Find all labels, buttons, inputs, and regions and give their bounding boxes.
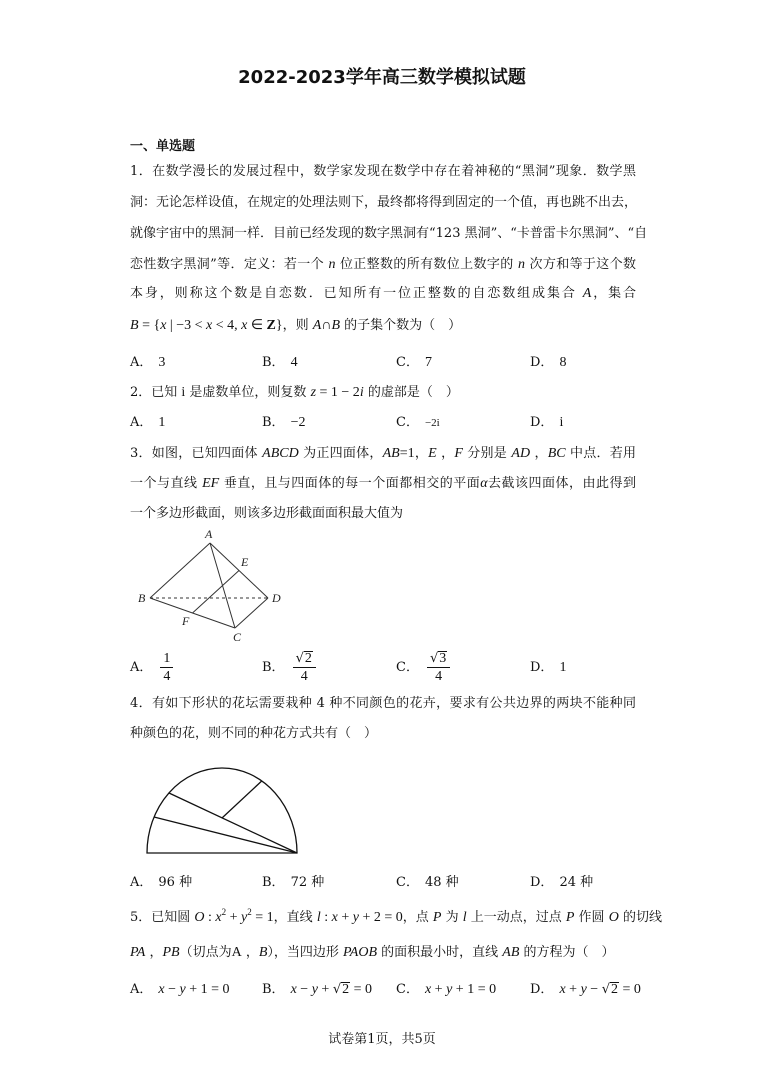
math-italic: n — [328, 257, 336, 272]
math-italic: B — [258, 945, 268, 960]
math-italic: F — [454, 446, 463, 461]
math-roman: ∩ — [321, 318, 332, 333]
math-roman: 8 — [559, 355, 567, 370]
option-c — [396, 873, 459, 893]
text-run: ， — [414, 446, 429, 461]
exam-title: 2022-2023学年高三数学模拟试题 — [238, 67, 526, 88]
option-a — [130, 353, 165, 373]
math-roman: − — [586, 982, 602, 997]
math-roman: −2 — [290, 415, 306, 430]
math-roman: + — [337, 910, 353, 925]
text-run: 的面积最小时，直线 — [377, 945, 503, 960]
math-roman: + — [431, 982, 447, 997]
text-run: ，直线 — [273, 910, 317, 925]
math-italic: y — [311, 982, 318, 997]
text-run: 24 种 — [559, 875, 594, 890]
divider-line-2 — [169, 793, 297, 853]
math-italic: l — [462, 910, 467, 925]
answer-options — [0, 413, 764, 433]
math-italic: x — [559, 982, 566, 997]
text-run: ），当四边形 — [267, 945, 344, 960]
radical-sign: √ — [429, 651, 439, 666]
fraction-numerator — [427, 651, 450, 668]
text-run: ， — [530, 446, 548, 461]
option-value — [291, 415, 306, 430]
math-italic: x — [215, 910, 222, 925]
answer-options — [0, 651, 764, 685]
math-italic: x — [158, 982, 165, 997]
option-label: C． — [396, 660, 419, 675]
radicand: 3 — [439, 651, 447, 666]
math-roman: + 1 = 0 — [452, 982, 497, 997]
math-roman: + — [565, 982, 581, 997]
option-label: A． — [130, 982, 153, 997]
question-stem-line — [130, 474, 636, 494]
radical-sign: √ — [601, 982, 610, 997]
text-run: 48 种 — [424, 875, 459, 890]
square-root — [430, 651, 447, 666]
question-stem-line — [130, 444, 636, 464]
text-run: 的切线 — [618, 910, 662, 925]
option-a — [130, 413, 165, 433]
option-value — [425, 982, 496, 997]
semicircle-outline — [147, 768, 297, 853]
edge-cd — [235, 598, 268, 628]
point-label-e: E — [241, 555, 249, 569]
option-value — [158, 415, 165, 430]
text-run: 上一动点，过点 — [466, 910, 566, 925]
option-value — [158, 875, 192, 890]
option-d — [530, 980, 641, 1000]
option-label: B． — [262, 415, 285, 430]
option-label: C． — [396, 982, 419, 997]
fraction-numerator — [293, 651, 316, 668]
math-roman: < 4, — [212, 318, 242, 333]
text-run: ，点 — [402, 910, 433, 925]
math-italic: EF — [202, 476, 220, 491]
math-italic: l — [316, 910, 321, 925]
question-stem-line — [130, 162, 636, 182]
text-run: 次方和等于这个数 — [525, 257, 636, 272]
divider-line-3 — [222, 781, 262, 818]
math-roman: 1 — [163, 651, 171, 666]
math-italic: A — [312, 318, 322, 333]
radical-sign: √ — [295, 651, 304, 666]
question-stem-line — [130, 383, 636, 403]
math-italic: z — [310, 385, 317, 400]
fraction-denominator — [293, 668, 316, 684]
math-roman: =1 — [399, 446, 415, 461]
option-label: C． — [396, 875, 419, 890]
math-roman: = 0 — [350, 982, 373, 997]
text-run: 的方程为（ ） — [519, 945, 615, 960]
math-roman: 3 — [158, 355, 166, 370]
vertex-label-c: C — [233, 630, 242, 644]
square-root — [602, 980, 619, 1000]
math-roman: + — [226, 910, 242, 925]
superscript: 2 — [221, 907, 227, 917]
option-c — [396, 413, 440, 433]
option-label: D． — [530, 415, 554, 430]
option-label: A． — [130, 660, 153, 675]
fraction-denominator — [160, 668, 173, 684]
math-italic: P — [432, 910, 442, 925]
divider-line-1 — [154, 817, 297, 853]
math-roman: = 1 − 2 — [316, 385, 360, 400]
text-run: 的子集个数为（ ） — [340, 318, 462, 333]
text-run: ， — [436, 446, 455, 461]
text-run: 洞：无论怎样设值，在规定的处理法则下，最终都将得到固定的一个值，再也跳不出去， — [130, 195, 638, 210]
math-italic: x — [331, 910, 338, 925]
page-footer: 试卷第1页，共5页 — [328, 1032, 436, 1047]
option-label: B． — [262, 660, 285, 675]
option-c — [396, 980, 496, 1000]
fraction-numerator — [160, 651, 173, 668]
text-run: 种颜色的花，则不同的种花方式共有（ ） — [130, 726, 378, 741]
option-label: B． — [262, 355, 285, 370]
vertex-label-d: D — [272, 591, 281, 605]
option-value — [291, 982, 372, 997]
radicand: 2 — [610, 982, 618, 997]
text-run: 本身，则称这个数是自恋数．已知所有一位正整数的自恋数组成集合 — [130, 286, 583, 301]
text-run: 2．已知 — [130, 385, 182, 400]
question-stem-line — [130, 504, 636, 524]
option-label: B． — [262, 875, 285, 890]
math-italic: y — [241, 910, 248, 925]
answer-options — [0, 353, 764, 373]
question-stem-line — [130, 255, 636, 275]
option-label: D． — [530, 355, 554, 370]
answer-options — [0, 873, 764, 893]
text-run: 3．如图，已知四面体 — [130, 446, 263, 461]
text-run: 为 — [441, 910, 463, 925]
math-small: −2i — [424, 417, 440, 429]
option-value — [425, 415, 440, 430]
text-run: 一个多边形截面，则该多边形截面面积最大值为 — [130, 506, 404, 521]
fraction-denominator — [427, 668, 450, 684]
math-roman: + 1 = 0 — [185, 982, 230, 997]
edge-ab — [150, 543, 210, 598]
text-run: 4．有如下形状的花坛需要栽种 4 种不同颜色的花卉，要求有公共边界的两块不能种同 — [130, 696, 636, 711]
math-roman: 4 — [290, 355, 298, 370]
math-italic: O — [194, 910, 205, 925]
option-label: D． — [530, 875, 554, 890]
vertex-label-b: B — [138, 591, 146, 605]
math-roman: ∈ — [247, 318, 267, 333]
radicand: 2 — [304, 651, 312, 666]
option-a — [130, 873, 192, 893]
question-stem-line — [130, 943, 636, 963]
math-italic: A — [582, 286, 592, 301]
text-run: 分别是 — [462, 446, 512, 461]
option-d — [530, 353, 566, 373]
question-stem-line — [130, 193, 636, 213]
radicand: 2 — [342, 982, 350, 997]
math-roman: i — [181, 385, 186, 400]
math-roman: i — [559, 415, 564, 430]
option-d — [530, 651, 566, 685]
question-stem-line — [130, 724, 636, 744]
text-run: 96 种 — [158, 875, 193, 890]
point-label-f: F — [182, 614, 190, 628]
option-value — [158, 651, 175, 684]
math-bold: Z — [266, 318, 276, 333]
fraction — [427, 651, 450, 684]
option-label: D． — [530, 982, 554, 997]
text-run: 作圆 — [574, 910, 609, 925]
text-run: ， — [145, 945, 163, 960]
math-italic: α — [480, 476, 488, 491]
option-value — [425, 355, 432, 370]
option-value — [425, 875, 459, 890]
math-italic: x — [160, 318, 167, 333]
math-roman: : — [204, 910, 216, 925]
tetrahedron-figure — [130, 525, 290, 650]
option-a — [130, 980, 230, 1000]
math-italic: PAOB — [343, 945, 378, 960]
math-italic: PA — [130, 945, 146, 960]
text-run: ，集合 — [591, 286, 636, 301]
option-value — [291, 355, 298, 370]
math-italic: B — [130, 318, 139, 333]
question-stem-line — [130, 284, 636, 304]
fraction — [293, 651, 316, 684]
option-b — [262, 413, 305, 433]
math-roman: 7 — [424, 355, 432, 370]
option-b — [262, 353, 298, 373]
radical-sign: √ — [332, 982, 342, 997]
option-value — [158, 982, 229, 997]
math-roman: } — [275, 318, 283, 333]
math-roman: − — [296, 982, 312, 997]
math-roman: : — [320, 910, 332, 925]
option-value — [158, 355, 165, 370]
math-italic: ABCD — [262, 446, 299, 461]
option-label: D． — [530, 660, 554, 675]
flowerbed-figure — [140, 760, 305, 860]
answer-options — [0, 980, 764, 1000]
option-label: A． — [130, 355, 153, 370]
math-italic: AB — [502, 945, 520, 960]
math-roman: = 0 — [618, 982, 641, 997]
text-run: 72 种 — [290, 875, 325, 890]
option-label: C． — [396, 415, 419, 430]
option-label: C． — [396, 355, 419, 370]
math-italic: i — [359, 385, 364, 400]
option-d — [530, 413, 563, 433]
option-value — [559, 415, 563, 430]
math-italic: x — [241, 318, 248, 333]
math-italic: AB — [382, 446, 400, 461]
math-italic: E — [428, 446, 437, 461]
option-value — [559, 982, 640, 997]
text-run: ，则 — [282, 318, 313, 333]
math-roman: A — [231, 945, 242, 960]
text-run: 去截该四面体，由此得到 — [487, 476, 636, 491]
text-run: 一个与直线 — [130, 476, 203, 491]
math-roman: = { — [138, 318, 161, 333]
question-stem-line — [130, 316, 636, 336]
math-roman: | −3 < — [166, 318, 206, 333]
text-run: 就像宇宙中的黑洞一样．目前已经发现的数字黑洞有“123 黑洞”、“卡普雷卡尔黑洞”、“自 — [130, 226, 648, 241]
text-run: 1．在数学漫长的发展过程中，数学家发现在数学中存在着神秘的“黑洞”现象．数学黑 — [130, 164, 636, 179]
option-value — [425, 651, 452, 684]
section-heading: 一、单选题 — [130, 139, 196, 154]
question-stem-line — [130, 907, 662, 928]
math-italic: y — [179, 982, 186, 997]
fraction — [160, 651, 173, 684]
option-value — [559, 660, 566, 675]
option-label: A． — [130, 415, 153, 430]
text-run: 垂直，且与四面体的每一个面都相交的平面 — [219, 476, 481, 491]
math-italic: AD — [511, 446, 531, 461]
option-label: B． — [262, 982, 285, 997]
math-italic: BC — [547, 446, 566, 461]
superscript: 2 — [247, 907, 252, 917]
segment-ef — [193, 571, 240, 614]
math-roman: 4 — [300, 669, 308, 684]
math-italic: PB — [162, 945, 180, 960]
math-roman: 1 — [158, 415, 166, 430]
text-run: 中点．若用 — [565, 446, 636, 461]
math-roman: = 1 — [251, 910, 274, 925]
math-italic: n — [518, 257, 526, 272]
text-run: 是虚数单位，则复数 — [185, 385, 311, 400]
square-root — [296, 651, 313, 666]
text-run: 的虚部是（ ） — [363, 385, 459, 400]
math-italic: x — [424, 982, 432, 997]
square-root — [333, 980, 350, 1000]
math-italic: O — [608, 910, 619, 925]
option-c — [396, 353, 432, 373]
math-italic: x — [206, 318, 213, 333]
option-a — [130, 651, 175, 685]
math-roman: + 2 = 0 — [358, 910, 403, 925]
option-value — [291, 651, 318, 684]
math-italic: P — [565, 910, 575, 925]
math-roman: + — [317, 982, 333, 997]
vertex-label-a: A — [205, 527, 213, 541]
math-roman: 4 — [163, 669, 171, 684]
math-italic: x — [290, 982, 297, 997]
text-run: 为正四面体， — [298, 446, 383, 461]
option-b — [262, 651, 318, 685]
option-b — [262, 873, 324, 893]
option-label: A． — [130, 875, 153, 890]
math-roman: − — [164, 982, 180, 997]
text-run: ， — [241, 945, 259, 960]
option-c — [396, 651, 452, 685]
option-b — [262, 980, 372, 1000]
math-italic: y — [446, 982, 453, 997]
math-roman: 1 — [559, 660, 567, 675]
text-run: 位正整数的所有数位上数字的 — [335, 257, 519, 272]
math-roman: 4 — [435, 669, 443, 684]
text-run: 5．已知圆 — [130, 910, 195, 925]
option-value — [559, 875, 593, 890]
text-run: 恋性数字黑洞”等．定义：若一个 — [130, 257, 329, 272]
option-value — [291, 875, 325, 890]
math-italic: y — [352, 910, 359, 925]
math-italic: B — [331, 318, 341, 333]
text-run: （切点为 — [179, 945, 232, 960]
question-stem-line — [130, 224, 648, 244]
option-value — [559, 355, 566, 370]
option-d — [530, 873, 593, 893]
question-stem-line — [130, 694, 636, 714]
math-italic: y — [580, 982, 587, 997]
